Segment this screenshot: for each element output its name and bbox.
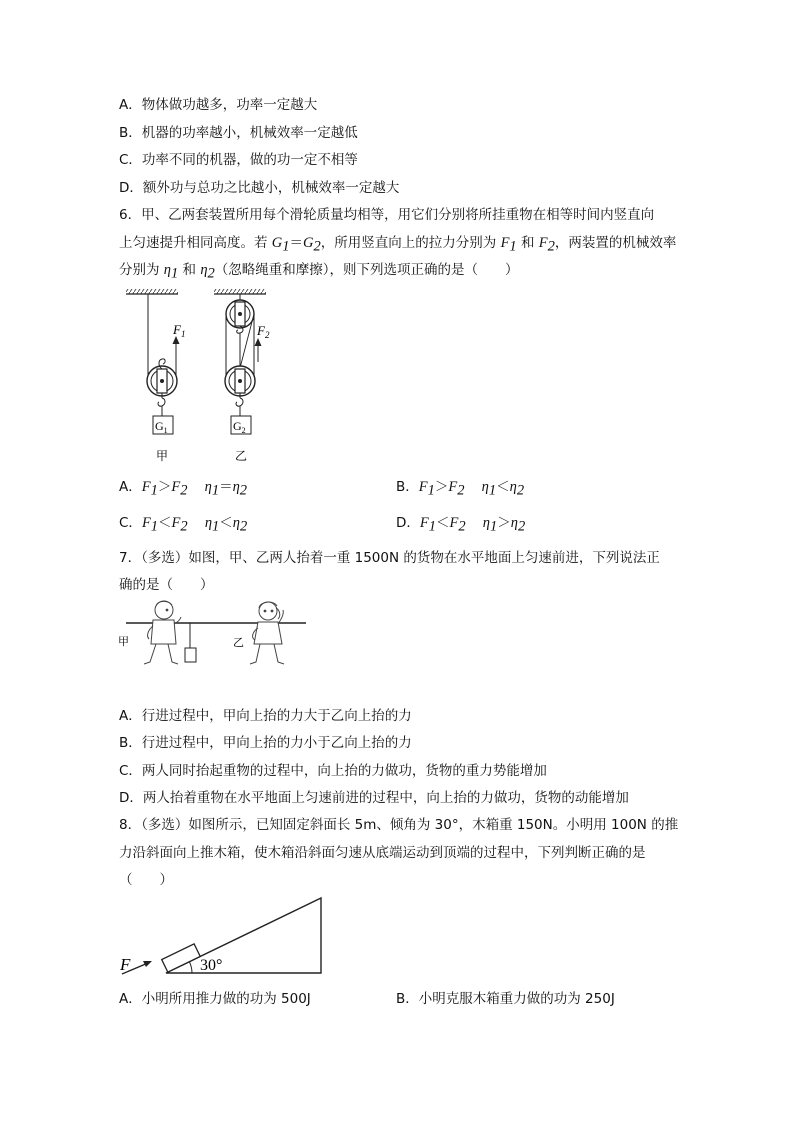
q8-option-b: B．小明克服木箱重力做的功为 250J	[396, 991, 615, 1007]
caption-jia: 甲	[156, 449, 169, 463]
f2-label: $F_2$	[257, 323, 270, 340]
left-pulley-system	[147, 294, 180, 434]
q8-stem-line2: 力沿斜面向上推木箱，使木箱沿斜面匀速从底端运动到顶端的过程中，下列判断正确的是	[119, 845, 646, 861]
q8-option-a: A．小明所用推力做的功为 500J	[119, 991, 311, 1007]
q6-stem-line2: 上匀速提升相同高度。若 $G_1=G_2$，所用竖直向上的拉力分别为 $F_1$ 和 $F_2$，两装置的机械效率	[119, 235, 677, 255]
q7-option-c: C．两人同时抬起重物的过程中，向上抬的力做功，货物的重力势能增加	[119, 763, 547, 779]
q7-option-a: A．行进过程中，甲向上抬的力大于乙向上抬的力	[119, 708, 412, 724]
person-yi	[250, 602, 284, 664]
right-ceiling	[214, 289, 266, 294]
q8-stem-line3: （ ）	[119, 872, 173, 888]
label-jia: 甲	[118, 635, 129, 648]
q7-carrying-figure	[118, 600, 310, 674]
q6-option-b: B．$F_1>F_2$ $\eta_1<\eta_2$	[396, 479, 525, 499]
left-ceiling	[126, 289, 178, 294]
q5-option-b: B．机器的功率越小，机械效率一定越低	[119, 125, 358, 141]
force-label: F	[120, 955, 131, 974]
f1-label: $F_1$	[173, 322, 186, 339]
q8-incline-figure	[118, 894, 328, 980]
q6-option-d: D．$F_1<F_2$ $\eta_1>\eta_2$	[396, 515, 526, 535]
person-jia	[144, 601, 181, 664]
q5-option-d: D．额外功与总功之比越小，机械效率一定越大	[119, 180, 400, 196]
q6-stem-line3: 分别为 $\eta_1$ 和 $\eta_2$（忽略绳重和摩擦），则下列选项正确的是（ ）	[119, 262, 519, 282]
right-pulley-system	[225, 294, 262, 434]
label-yi: 乙	[233, 636, 244, 649]
caption-yi: 乙	[235, 449, 248, 463]
q7-stem-line2: 确的是（ ）	[119, 577, 214, 593]
q5-option-a: A．物体做功越多，功率一定越大	[119, 97, 318, 113]
q6-option-a: A．$F_1>F_2$ $\eta_1=\eta_2$	[119, 479, 248, 499]
angle-label: 30°	[200, 957, 223, 974]
g1-label: $G_1$	[155, 419, 168, 435]
q7-option-b: B．行进过程中，甲向上抬的力小于乙向上抬的力	[119, 735, 412, 751]
q7-option-d: D．两人抬着重物在水平地面上匀速前进的过程中，向上抬的力做功，货物的动能增加	[119, 790, 629, 806]
q6-pulley-figure	[118, 286, 288, 466]
g2-label: $G_2$	[233, 419, 246, 435]
q5-option-c: C．功率不同的机器，做的功一定不相等	[119, 152, 358, 168]
q6-stem-line1: 6．甲、乙两套装置所用每个滑轮质量均相等，用它们分别将所挂重物在相等时间内竖直向	[119, 207, 655, 223]
q7-stem-line1: 7．（多选）如图，甲、乙两人抬着一重 1500N 的货物在水平地面上匀速前进，下列说法正	[119, 550, 660, 566]
q8-stem-line1: 8．（多选）如图所示，已知固定斜面长 5m、倾角为 30°，木箱重 150N。小明用 100N 的推	[119, 817, 679, 833]
q6-option-c: C．$F_1<F_2$ $\eta_1<\eta_2$	[119, 515, 248, 535]
